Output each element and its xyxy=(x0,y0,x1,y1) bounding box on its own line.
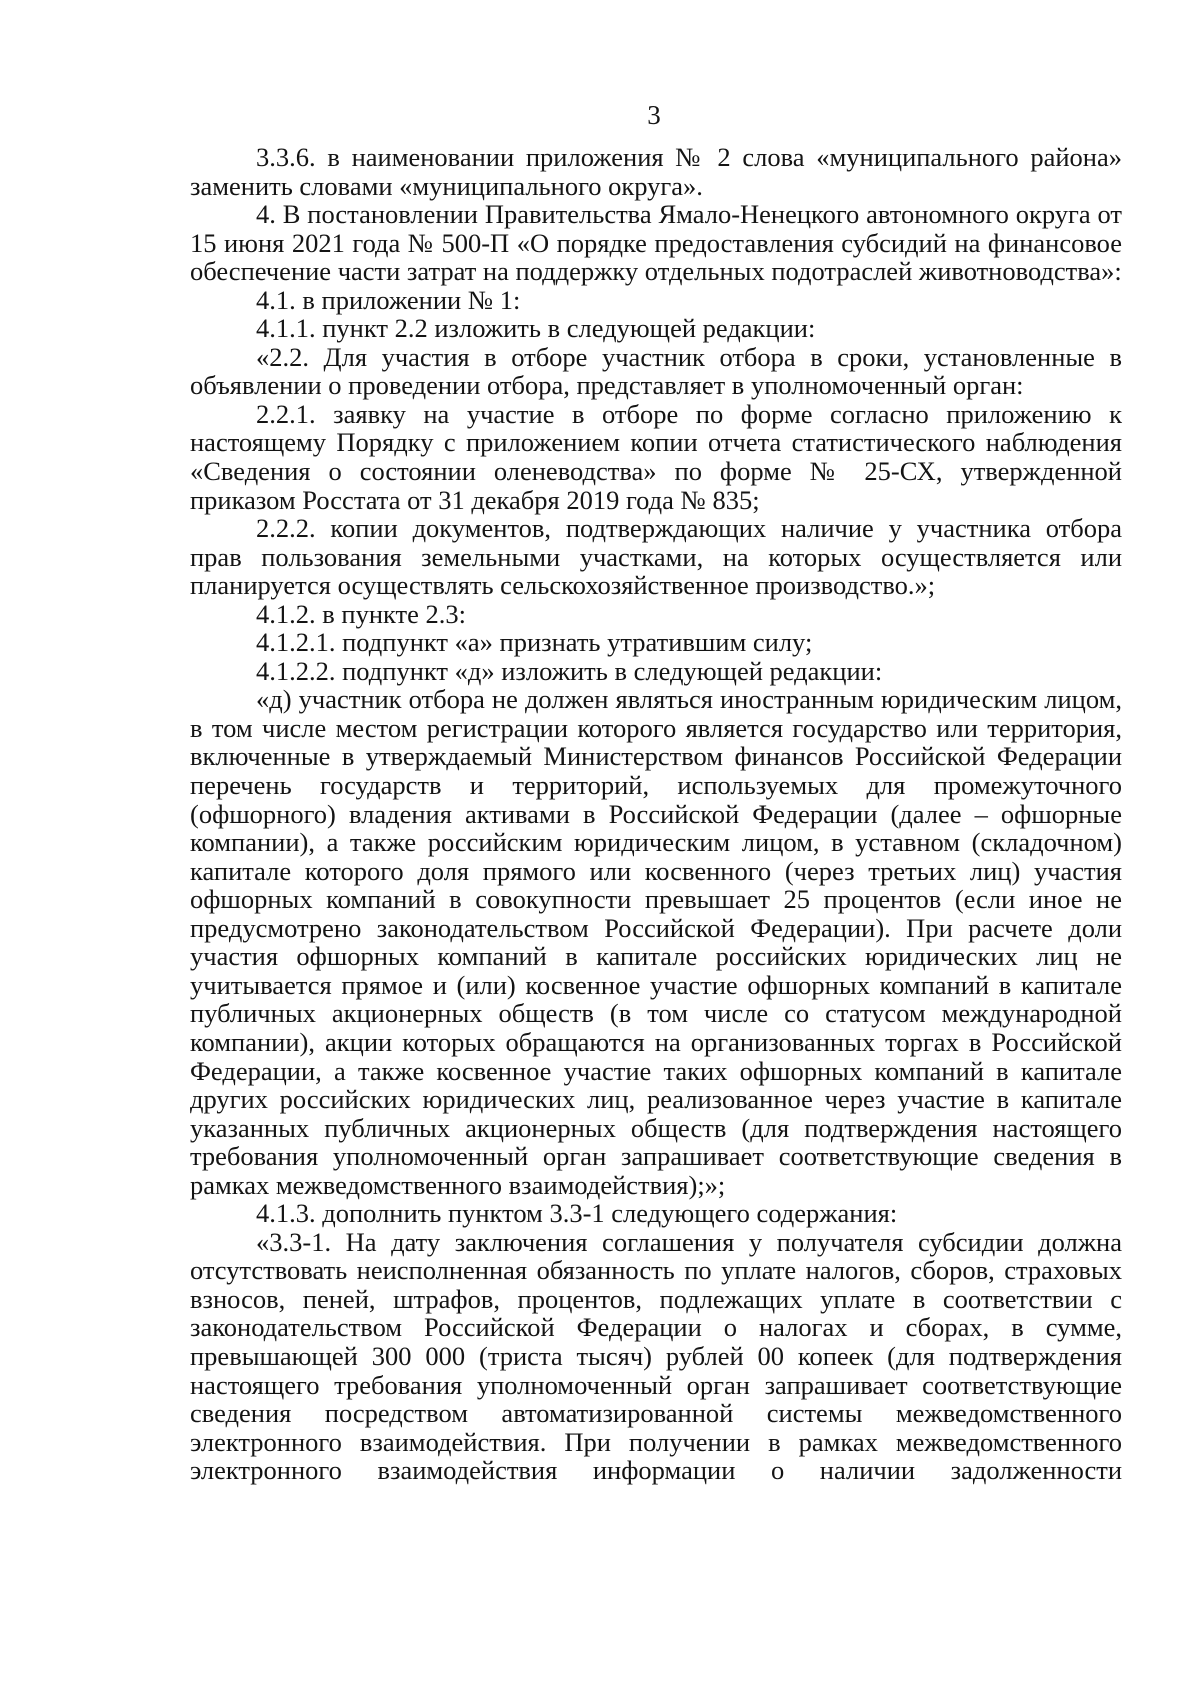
paragraph-4-1: 4.1. в приложении № 1: xyxy=(256,284,521,315)
paragraph-subitem-d: «д) участник отбора не должен являться иностранным юридическим лицом, в том числе местом регистрации которого является государство или территория, включенные в утверждаемый Министерством финансов Российской Федерации перечень государств и территорий, используемых для промежуточного (офшорного) владения активами в Российской Федерации (далее – офшорные компании), а также российским юридическим лицом, в уставном (складочном) капитале которого доля прямого или косвенного (через третьих лиц) участия офшорных компаний в совокупности превышает 25 процентов (если иное не предусмотрено законодательством Российской Федерации). При расчете доли участия офшорных компаний в капитале российских юридических лиц не учитывается прямое и (или) косвенное участие офшорных компаний в капитале публичных акционерных обществ (в том числе со статусом международной компании), акции которых обращаются на организованных торгах в Российской Федерации, а также косвенное участие таких офшорных компаний в капитале других российских юридических лиц, реализованное через участие в капитале указанных публичных акционерных обществ (для подтверждения настоящего требования уполномоченный орган запрашивает соответствующие сведения в рамках межведомственного взаимодействия);»; xyxy=(190,684,1122,1200)
paragraph-4-1-3: 4.1.3. дополнить пунктом 3.3-1 следующего содержания: xyxy=(256,1198,898,1229)
document-body xyxy=(190,143,1122,1485)
paragraph-4-1-2: 4.1.2. в пункте 2.3: xyxy=(256,598,466,629)
paragraph-2-2-2: 2.2.2. копии документов, подтверждающих наличие у участника отбора прав пользования земельными участками, на которых осуществляется или планируется осуществлять сельскохозяйственное производство.»; xyxy=(190,513,1122,601)
paragraph-3-3-1: «3.3-1. На дату заключения соглашения у получателя субсидии должна отсутствовать неисполненная обязанность по уплате налогов, сборов, страховых взносов, пеней, штрафов, процентов, подлежащих уплате в соответствии с законодательством Российской Федерации о налогах и сборах, в сумме, превышающей 300 000 (триста тысяч) рублей 00 копеек (для подтверждения настоящего требования уполномоченный орган запрашивает соответствующие сведения посредством автоматизированной системы межведомственного электронного взаимодействия. При получении в рамках межведомственного электронного взаимодействия информации о наличии задолженности xyxy=(190,1226,1122,1486)
paragraph-4-1-2-1: 4.1.2.1. подпункт «а» признать утратившим силу; xyxy=(256,627,813,658)
page-number: 3 xyxy=(647,100,661,130)
paragraph-4: 4. В постановлении Правительства Ямало-Ненецкого автономного округа от 15 июня 2021 года № 500-П «О порядке предоставления субсидий на финансовое обеспечение части затрат на поддержку отдельных подотраслей животноводства»: xyxy=(190,199,1122,287)
paragraph-4-1-2-2: 4.1.2.2. подпункт «д» изложить в следующей редакции: xyxy=(256,655,883,686)
paragraph-3-3-6: 3.3.6. в наименовании приложения № 2 слова «муниципального района» заменить словами «муниципального округа». xyxy=(190,142,1122,201)
paragraph-4-1-1: 4.1.1. пункт 2.2 изложить в следующей редакции: xyxy=(256,313,816,344)
paragraph-2-2: «2.2. Для участия в отборе участник отбора в сроки, установленные в объявлении о проведении отбора, представляет в уполномоченный орган: xyxy=(190,341,1122,401)
paragraph-2-2-1: 2.2.1. заявку на участие в отборе по форме согласно приложению к настоящему Порядку с приложением копии отчета статистического наблюдения «Сведения о состоянии оленеводства» по форме № 25-СХ, утвержденной приказом Росстата от 31 декабря 2019 года № 835; xyxy=(190,398,1122,515)
